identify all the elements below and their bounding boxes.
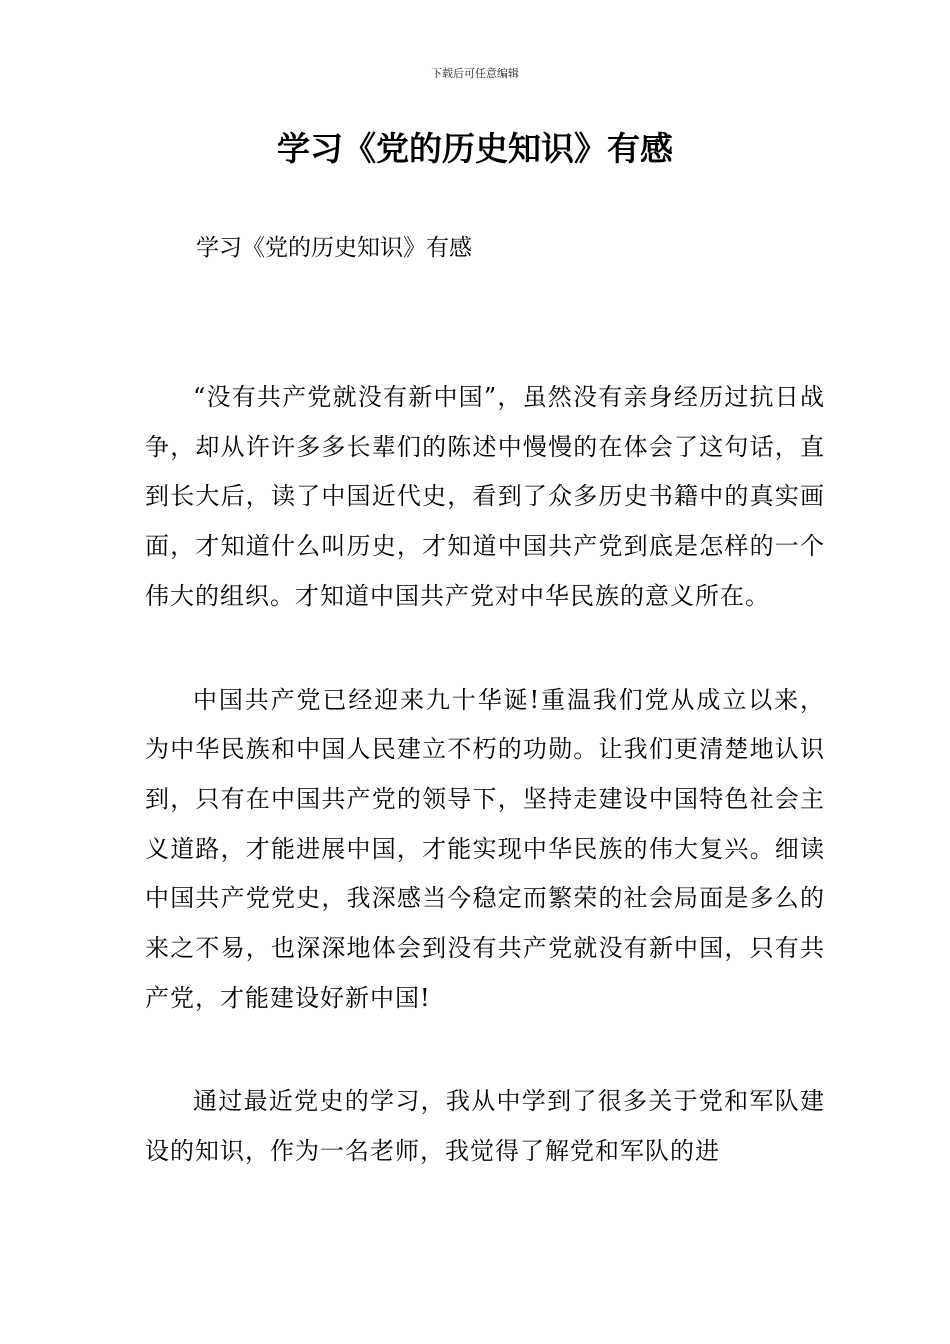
document-body [145, 373, 825, 1231]
body-paragraph: “没有共产党就没有新中国”，虽然没有亲身经历过抗日战争，却从许许多多长辈们的陈述中慢慢的在体会了这句话，直到长大后，读了中国近代史，看到了众多历史书籍中的真实画面，才知道什么叫历史，才知道中国共产党到底是怎样的一个伟大的组织。才知道中国共产党对中华民族的意义所在。 [145, 383, 825, 610]
body-paragraph: 通过最近党史的学习，我从中学到了很多关于党和军队建设的知识，作为一名老师，我觉得了解党和军队的进 [145, 1087, 825, 1166]
document-title: 学习《党的历史知识》有感 [277, 129, 673, 168]
document-subtitle: 学习《党的历史知识》有感 [196, 235, 472, 261]
header-note: 下载后可任意编辑 [431, 67, 519, 80]
body-paragraph: 中国共产党已经迎来九十华诞!重温我们党从成立以来，为中华民族和中国人民建立不朽的功勋。让我们更清楚地认识到，只有在中国共产党的领导下，坚持走建设中国特色社会主义道路，才能进展中国，才能实现中华民族的伟大复兴。细读中国共产党党史，我深感当今稳定而繁荣的社会局面是多么的来之不易，也深深地体会到没有共产党就没有新中国，只有共产党，才能建设好新中国! [145, 685, 825, 1012]
